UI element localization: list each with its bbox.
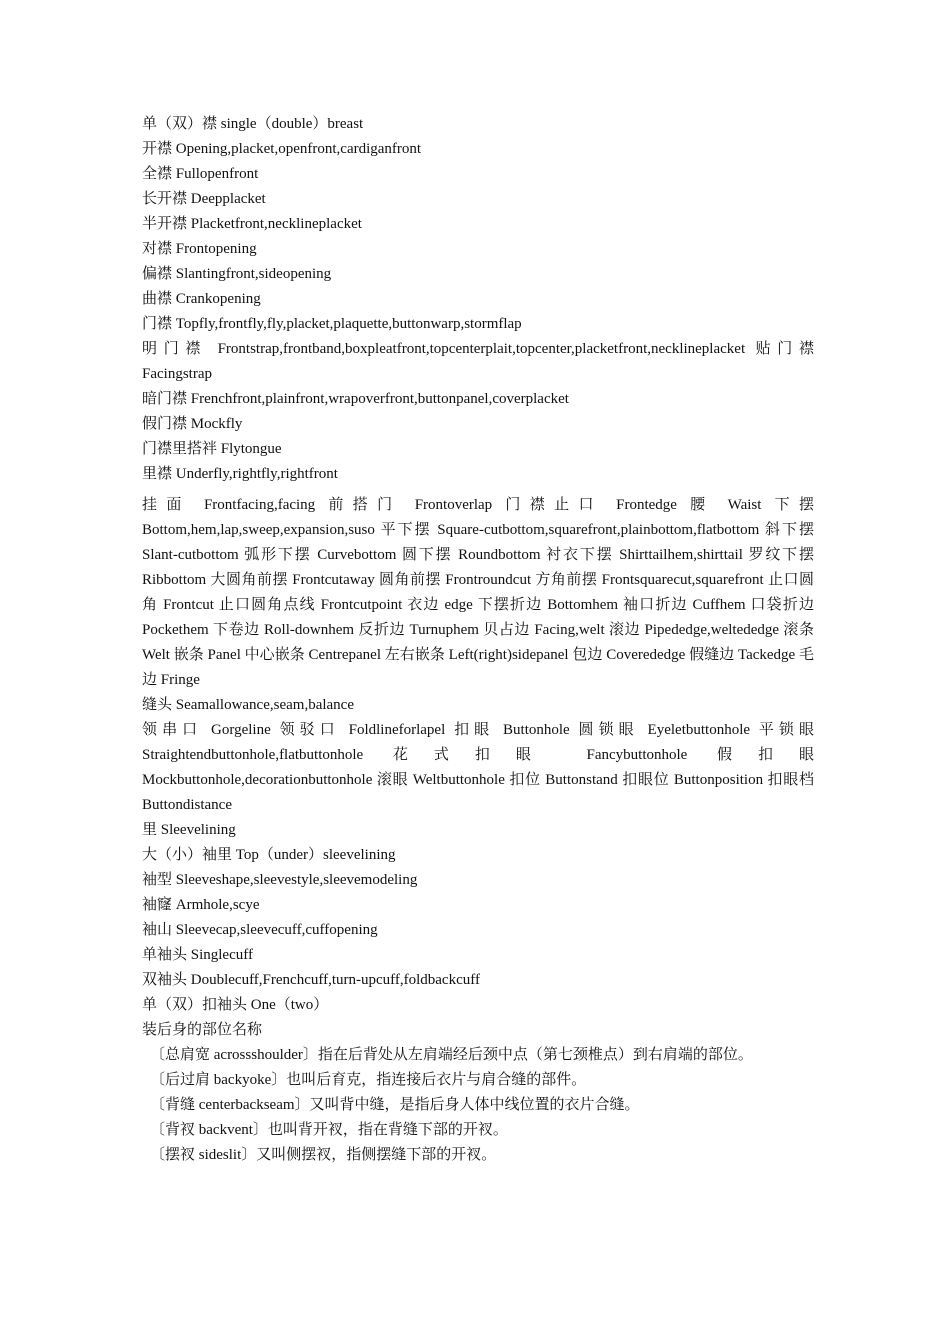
term-paragraph-guamian: 挂面 Frontfacing,facing 前搭门 Frontoverlap 门襟止口 Frontedge 腰 Waist 下摆 Bottom,hem,lap,sweep,expansion,suso 平下摆 Square-cutbottom,squarefront,plainbottom,flatbottom 斜下摆 Slant-cutbottom 弧形下摆 Curvebottom 圆下摆 Roundbottom 衬衣下摆 Shirttailhem,shirttail 罗纹下摆 Ribbottom 大圆角前摆 Frontcutaway 圆角前摆 Frontroundcut 方角前摆 Frontsquarecut,squarefront 止口圆角 Frontcut 止口圆角点线 Frontcutpoint 衣边 edge 下摆折边 Bottomhem 袖口折边 Cuffhem 口袋折边 Pockethem 下卷边 Roll-downhem 反折边 Turnuphem 贝占边 Facing,welt 滚边 Pipededge,weltededge 滚条 Welt 嵌条 Panel 中心嵌条 Centrepanel 左右嵌条 Left(right)sidepanel 包边 Coverededge 假缝边 Tackedge 毛边 Fringe bbox=[142, 497, 814, 688]
term-line: 对襟 Frontopening bbox=[142, 241, 257, 257]
definition-line: 〔后过肩 backyoke〕也叫后育克，指连接后衣片与肩合缝的部件。 bbox=[150, 1072, 587, 1088]
term-line: 暗门襟 Frenchfront,plainfront,wrapoverfront,buttonpanel,coverplacket bbox=[142, 391, 569, 407]
term-line: 单（双）襟 single（double）breast bbox=[142, 116, 364, 132]
definition-line: 〔摆衩 sideslit〕又叫侧摆衩，指侧摆缝下部的开衩。 bbox=[150, 1147, 497, 1163]
definition-line: 〔背缝 centerbackseam〕又叫背中缝，是指后身人体中线位置的衣片合缝。 bbox=[150, 1097, 640, 1113]
term-line: 单（双）扣袖头 One（two） bbox=[142, 997, 329, 1013]
term-line: 单袖头 Singlecuff bbox=[142, 947, 253, 963]
term-line: 大（小）袖里 Top（under）sleevelining bbox=[142, 847, 396, 863]
term-line: 袖型 Sleeveshape,sleevestyle,sleevemodeling bbox=[142, 872, 418, 888]
term-line: 曲襟 Crankopening bbox=[142, 291, 261, 307]
term-line: 假门襟 Mockfly bbox=[142, 416, 243, 432]
definition-paragraph-shoulder: 〔总肩宽 acrossshoulder〕指在后背处从左肩端经后颈中点（第七颈椎点）到右肩端的部位。 bbox=[150, 1047, 753, 1063]
term-line: 袖山 Sleevecap,sleevecuff,cuffopening bbox=[142, 922, 378, 938]
term-line: 偏襟 Slantingfront,sideopening bbox=[142, 266, 332, 282]
term-line: 缝头 Seamallowance,seam,balance bbox=[142, 697, 354, 713]
term-line: 袖窿 Armhole,scye bbox=[142, 897, 260, 913]
term-line: 里 Sleevelining bbox=[142, 822, 236, 838]
term-line: 双袖头 Doublecuff,Frenchcuff,turn-upcuff,foldbackcuff bbox=[142, 972, 480, 988]
term-line: 开襟 Opening,placket,openfront,cardiganfront bbox=[142, 141, 422, 157]
term-line: 门襟里搭袢 Flytongue bbox=[142, 441, 282, 457]
definition-line: 〔背衩 backvent〕也叫背开衩，指在背缝下部的开衩。 bbox=[150, 1122, 508, 1138]
term-line: 门襟 Topfly,frontfly,fly,placket,plaquette,buttonwarp,stormflap bbox=[142, 316, 522, 332]
term-line: 半开襟 Placketfront,necklineplacket bbox=[142, 216, 362, 232]
term-paragraph-lingchuankou: 领串口 Gorgeline 领驳口 Foldlineforlapel 扣眼 Buttonhole 圆锁眼 Eyeletbuttonhole 平锁眼 Straightendbuttonhole,flatbuttonhole 花式扣眼 Fancybuttonhole 假扣眼 Mockbuttonhole,decorationbuttonhole 滚眼 Weltbuttonhole 扣位 Buttonstand 扣眼位 Buttonposition 扣眼档 Buttondistance bbox=[142, 722, 814, 813]
term-line: 全襟 Fullopenfront bbox=[142, 166, 259, 182]
document-page bbox=[142, 112, 814, 1168]
term-paragraph-mingmenjin: 明门襟 Frontstrap,frontband,boxpleatfront,topcenterplait,topcenter,placketfront,necklineplacket 贴门襟 Facingstrap bbox=[142, 341, 814, 382]
term-line: 里襟 Underfly,rightfly,rightfront bbox=[142, 466, 338, 482]
term-line: 长开襟 Deepplacket bbox=[142, 191, 266, 207]
section-heading: 装后身的部位名称 bbox=[142, 1022, 263, 1038]
